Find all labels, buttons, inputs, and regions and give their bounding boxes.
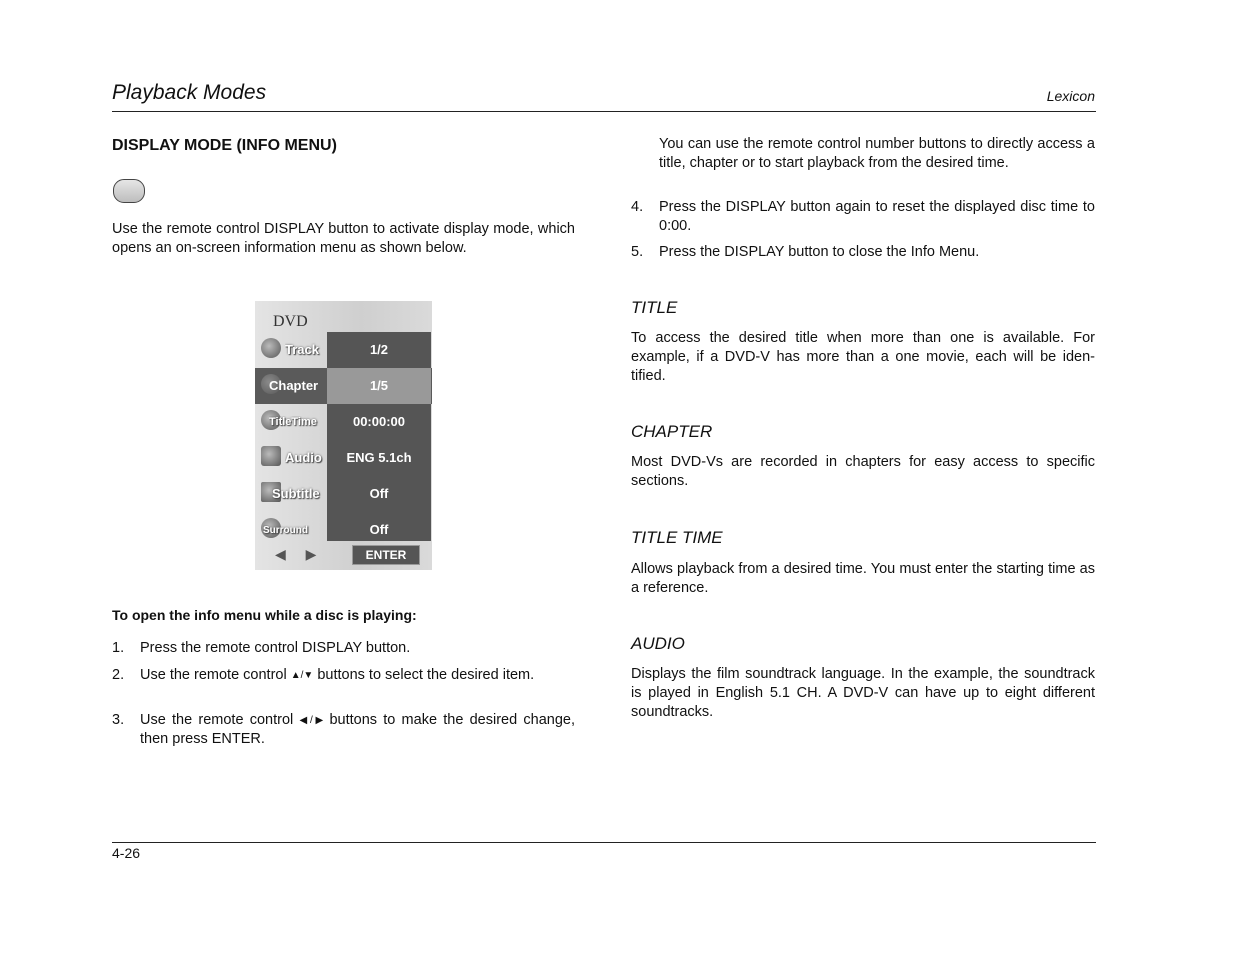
disc-icon <box>261 338 281 358</box>
intro-paragraph: Use the remote control DISPLAY button to activate display mode, which opens an on-screen information menu as shown below. <box>112 221 575 256</box>
continuation-paragraph: You can use the remote control number buttons to directly access a title, chapter or to start playback from the desired time. <box>659 136 1095 171</box>
steps-subheading: To open the info menu while a disc is playing: <box>112 607 417 623</box>
page-number: 4-26 <box>112 845 141 861</box>
info-menu-figure <box>255 301 432 570</box>
osd-enter-button: ENTER <box>352 545 420 565</box>
osd-row-chapter <box>255 368 432 404</box>
footer-rule <box>112 842 1096 843</box>
osd-row-label: Surround <box>263 525 308 536</box>
list-number: 5. <box>631 244 644 260</box>
osd-row-value: ENG 5.1ch <box>346 450 412 465</box>
title-paragraph: To access the desired title when more than one is available. For example, if a DVD-V has more than a one movie, each will be iden-tified. <box>631 330 1095 384</box>
osd-row-title-time <box>255 404 432 440</box>
list-text <box>140 666 575 685</box>
list-text: Press the DISPLAY button again to reset the displayed disc time to 0:00. <box>659 199 1095 234</box>
chapter-paragraph: Most DVD-Vs are recorded in chapters for easy access to specific sections. <box>631 454 1095 489</box>
osd-row-value: 1/2 <box>369 342 389 357</box>
osd-row-label: Audio <box>285 450 322 465</box>
osd-row-audio <box>255 440 432 476</box>
list-text-pre: Use the remote control <box>140 667 291 683</box>
osd-row-label: TitleTime <box>269 416 317 428</box>
osd-row-label: Track <box>285 342 319 357</box>
osd-row-label: Chapter <box>269 378 319 393</box>
list-text <box>140 711 575 749</box>
header-rule <box>112 111 1096 112</box>
list-number: 2. <box>112 667 125 683</box>
brand-name: Lexicon <box>1046 88 1095 104</box>
list-number: 3. <box>112 712 125 728</box>
list-text: Press the DISPLAY button to close the Info Menu. <box>659 244 980 260</box>
osd-row-value: 1/5 <box>327 368 431 404</box>
osd-disc-label: DVD <box>273 313 308 330</box>
list-text: Press the remote control DISPLAY button. <box>140 640 411 656</box>
audio-icon <box>261 446 281 466</box>
list-text-pre: Use the remote control <box>140 712 300 728</box>
left-right-arrows-icon: ◀ / ▶ <box>299 715 324 726</box>
list-number: 4. <box>631 199 644 215</box>
osd-row-subtitle <box>255 476 432 512</box>
list-text-post: buttons to make the desired change, then press ENTER. <box>140 712 575 747</box>
title-time-paragraph: Allows playback from a desired time. You must enter the starting time as a reference. <box>631 561 1095 596</box>
osd-row-track <box>255 332 432 368</box>
osd-nav-arrows-icon: ◀ ▶ <box>275 546 325 562</box>
list-number: 1. <box>112 640 125 656</box>
list-text-post: buttons to select the desired item. <box>313 667 535 683</box>
heading-chapter: CHAPTER <box>631 422 713 441</box>
heading-audio: AUDIO <box>631 634 685 653</box>
section-heading: DISPLAY MODE (INFO MENU) <box>112 137 337 154</box>
up-down-arrows-icon: ▲/▼ <box>290 670 314 681</box>
osd-row-surround <box>255 512 432 548</box>
audio-paragraph: Displays the film soundtrack language. In the example, the soundtrack is played in English 5.1 CH. A DVD-V can have up to eight different soundtracks. <box>631 666 1095 720</box>
heading-title: TITLE <box>631 298 678 317</box>
osd-row-label: Subtitle <box>272 486 320 501</box>
osd-row-value: Off <box>369 486 389 501</box>
page-section-title: Playback Modes <box>112 81 267 104</box>
heading-title-time: TITLE TIME <box>631 528 723 547</box>
osd-row-value: 00:00:00 <box>352 414 406 429</box>
osd-row-value: Off <box>369 522 389 537</box>
display-button-icon <box>113 179 145 203</box>
